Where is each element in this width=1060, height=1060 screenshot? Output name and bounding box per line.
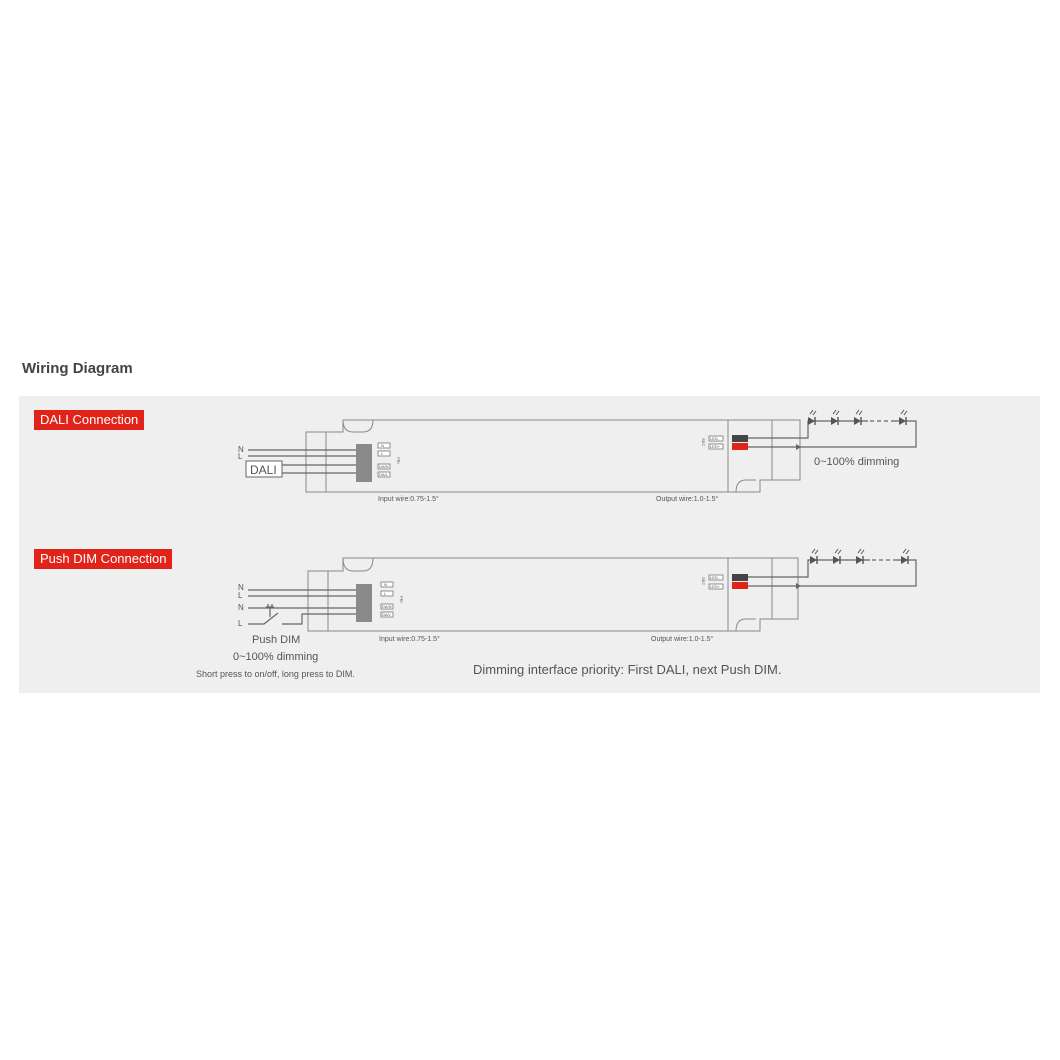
led-icon [901, 549, 909, 564]
push-output-wire-label: Output wire:1.0-1.5° [651, 636, 714, 643]
dali-led-minus: LED- [710, 436, 720, 441]
dali-output-wire-label: Output wire:1.0-1.5° [656, 496, 719, 503]
dali-term-l: L [381, 451, 384, 456]
dali-controller-label: DALI [250, 463, 277, 477]
dali-led-plus: LED+ [710, 444, 721, 449]
dali-dimming-label: 0~100% dimming [814, 456, 900, 468]
dali-term-da2: DA/L [379, 472, 388, 477]
push-led-chain [810, 549, 909, 564]
dali-output-terminal-plus [732, 443, 748, 450]
dali-connection-badge: DALI Connection [34, 410, 144, 430]
led-icon [899, 410, 907, 425]
push-led-minus: LED- [710, 575, 720, 580]
led-icon [831, 410, 839, 425]
push-sec-label: SEC [701, 577, 706, 586]
led-icon [854, 410, 862, 425]
dali-output-wires [748, 421, 916, 450]
push-note-label: Short press to on/off, long press to DIM. [196, 669, 355, 679]
push-dimming-label: 0~100% dimming [233, 651, 319, 663]
priority-note: Dimming interface priority: First DALI, next Push DIM. [473, 662, 782, 677]
dali-n-label: N [238, 445, 244, 454]
dali-input-wire-label: Input wire:0.75-1.5° [378, 496, 439, 503]
dali-input-terminal [356, 444, 372, 482]
push-input-terminal [356, 584, 372, 622]
led-icon [808, 410, 816, 425]
dali-term-n: N [381, 443, 384, 448]
push-output-wires [748, 560, 916, 589]
dali-led-chain [808, 410, 907, 425]
push-n1-label: N [238, 583, 244, 592]
led-icon [856, 549, 864, 564]
push-output-terminal-plus [732, 582, 748, 589]
push-dim-diagram [196, 549, 916, 679]
push-dim-label: Push DIM [252, 634, 301, 646]
page-title: Wiring Diagram [22, 360, 133, 377]
dali-pri-label: PRI [396, 457, 401, 464]
dali-l-label: L [238, 452, 243, 461]
led-icon [833, 549, 841, 564]
push-l2-label: L [238, 619, 243, 628]
dali-diagram [238, 410, 916, 503]
push-input-wire-label: Input wire:0.75-1.5° [379, 636, 440, 643]
dali-sec-label: SEC [701, 438, 706, 447]
push-term-l: L [384, 591, 387, 596]
push-term-da1: DA/N [382, 604, 392, 609]
dali-term-da1: DA/N [379, 464, 389, 469]
led-icon [810, 549, 818, 564]
push-dim-connection-badge: Push DIM Connection [34, 549, 172, 569]
push-pri-label: PRI [399, 596, 404, 603]
dali-output-terminal-minus [732, 435, 748, 442]
push-l1-label: L [238, 591, 243, 600]
push-led-plus: LED+ [710, 584, 721, 589]
push-term-n: N [384, 582, 387, 587]
push-n2-label: N [238, 603, 244, 612]
push-input-wires [248, 590, 360, 624]
push-output-terminal-minus [732, 574, 748, 581]
push-term-da2: DA/L [382, 612, 391, 617]
